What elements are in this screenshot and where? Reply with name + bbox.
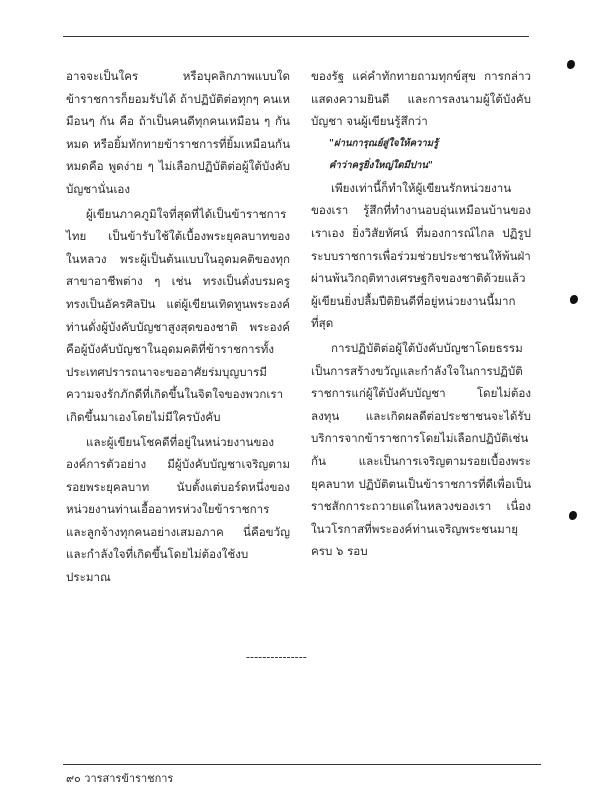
bottom-rule	[63, 764, 541, 765]
right-column	[311, 65, 531, 563]
poem-line: คำว่าครูยิ่งใหญ่ใดมีปาน"	[329, 159, 433, 171]
paragraph: และผู้เขียนโชคดีที่อยู่ในหน่วยงานของ องค์การตัวอย่าง มีผู้บังคับบัญชาเจริญตามรอยพระยุคลบาท นับตั้งแต่บอร์ดหนึ่งของหน่วยงานท่านเอื้ออาทรห่วงใยข้าราชการและลูกจ้างทุกคนอย่างเสมอภาค นี่คือขวัญและกำลังใจที่เกิดขึ้นโดยไม่ต้องใช้งบประมาณ	[66, 434, 290, 585]
paragraph: ของรัฐ แค่คำทักทายถามทุกข์สุข การกล่าวแสดงความยินดี และการลงนามผู้ใต้บังคับบัญชา จนผู้เขียนรู้สึกว่า	[311, 69, 531, 129]
section-separator: ---------------	[246, 650, 307, 664]
publication-name: วารสารข้าราชการ	[84, 772, 174, 785]
scan-blot	[570, 295, 578, 304]
page-footer	[66, 769, 173, 787]
scan-blot	[567, 60, 575, 69]
scan-blot	[569, 511, 577, 520]
paragraph: อาจจะเป็นใคร หรือบุคลิกภาพแบบใด ข้าราชการก็ยอมรับได้ ถ้าปฏิบัติต่อทุกๆ คนเหมือนๆ กัน คือ ถ้าเป็นคนดีทุกคนเหมือน ๆ กันหมด หรือยิ้มทักทายข้าราชการที่ยิ้มเหมือนกันหมดคือ พูดง่าย ๆ ไม่เลือกปฏิบัติต่อผู้ใต้บังคับบัญชานั่นเอง	[66, 69, 290, 196]
paragraph: ผู้เขียนภาคภูมิใจที่สุดที่ได้เป็นข้าราชการไทย เป็นข้ารับใช้ใต้เบื้องพระยุคลบาทของในหลวง พระผู้เป็นต้นแบบในอุดมคติของทุกสาขาอาชีพต่าง ๆ เช่น ทรงเป็นดั่งบรมครู ทรงเป็นอัครศิลปิน แต่ผู้เขียนเทิดทูนพระองค์ท่านดั่งผู้บังคับบัญชาสูงสุดของชาติ พระองค์คือผู้บังคับบัญชาในอุดมคติที่ข้าราชการทั้งประเทศปรารถนาจะขออาศัยร่มบุญบารมี ความจงรักภักดีที่เกิดขึ้นในจิตใจของพวกเราเกิดขึ้นมาเองโดยไม่มีใครบังคับ	[66, 206, 290, 424]
page-number: ๙๐	[66, 772, 81, 785]
paragraph: การปฏิบัติต่อผู้ใต้บังคับบัญชาโดยธรรม เป็นการสร้างขวัญและกำลังใจในการปฏิบัติราชการแก่ผู้ใต้บังคับบัญชา โดยไม่ต้องลงทุน และเกิดผลดีต่อประชาชนจะได้รับบริการจากข้าราชการโดยไม่เลือกปฏิบัติเช่นกัน และเป็นการเจริญตามรอยเบื้องพระยุคลบาท ปฏิบัติตนเป็นข้าราชการที่ดีเพื่อเป็นราชสักการะถวายแด่ในหลวงของเรา เนื่องในวโรกาสที่พระองค์ท่านเจริญพระชนมายุครบ ๖ รอบ	[311, 340, 531, 559]
left-column	[66, 65, 290, 589]
top-rule	[63, 36, 529, 37]
poem-line: "ผ่านการุณย์สู่ใจให้ความรู้	[329, 137, 439, 149]
paragraph: เพียงเท่านี้ก็ทำให้ผู้เขียนรักหน่วยงานของเรา รู้สึกที่ทำงานอบอุ่นเหมือนบ้านของเราเอง ยิ่งวิสัยทัศน์ ที่มองการณ์ไกล ปฏิรูประบบราชการเพื่อร่วมช่วยประชาชนให้พ้นฝ่าผ่านพ้นวิกฤติทางเศรษฐกิจของชาติด้วยแล้วผู้เขียนยิ่งปลื้มปีติยินดีที่อยู่หน่วยงานนี้มากที่สุด	[311, 180, 531, 331]
